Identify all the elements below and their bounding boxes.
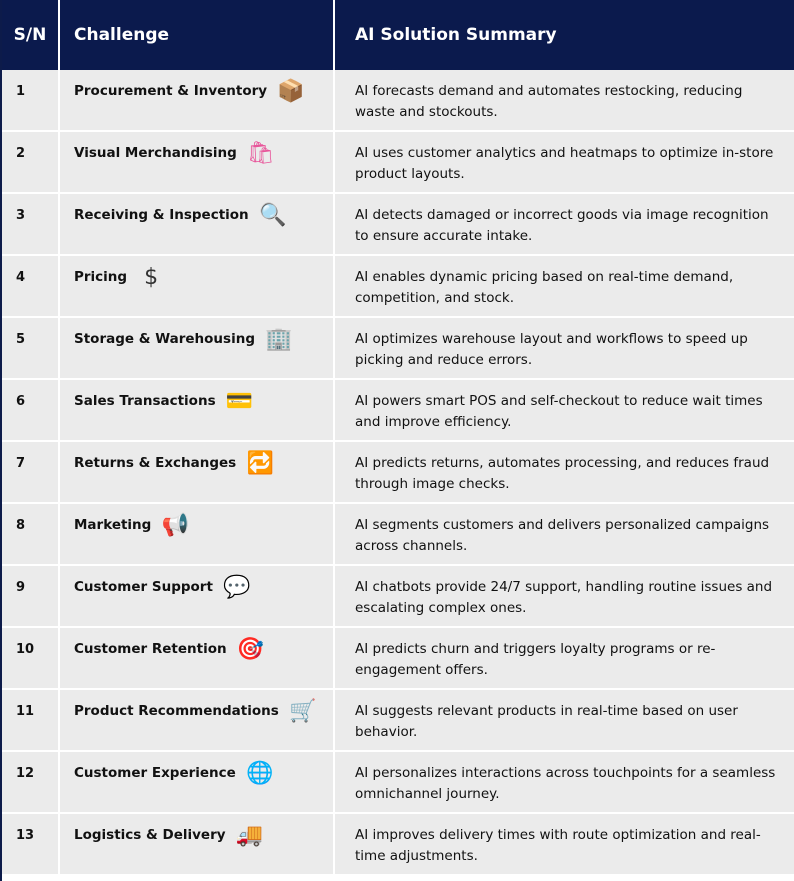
row-challenge [60,752,335,812]
row-solution: AI enables dynamic pricing based on real-time demand, competition, and stock. [355,269,734,306]
challenge-label: Customer Support [74,579,213,595]
row-solution: AI personalizes interactions across touchpoints for a seamless omnichannel journey. [355,765,776,802]
row-challenge [60,256,335,316]
row-challenge [60,318,335,378]
table-body [2,70,794,876]
credit-card-icon: 💳 [225,388,254,414]
row-solution: AI suggests relevant products in real-time based on user behavior. [355,703,738,740]
table-row [2,504,794,566]
row-sn: 3 [2,194,60,254]
table-row [2,132,794,194]
challenge-label: Product Recommendations [74,703,279,719]
table-row [2,566,794,628]
header-challenge: Challenge [60,0,335,70]
table-row [2,752,794,814]
row-solution: AI chatbots provide 24/7 support, handling routine issues and escalating complex ones. [355,579,773,616]
challenge-label: Customer Retention [74,641,227,657]
warehouse-building-icon: 🏢 [265,326,293,352]
table-row [2,442,794,504]
challenge-label: Logistics & Delivery [74,827,226,843]
header-solution: AI Solution Summary [355,25,557,45]
row-challenge [60,442,335,502]
row-challenge [60,380,335,440]
table-row [2,814,794,876]
delivery-truck-icon: 🚚 [235,822,264,848]
row-solution: AI predicts returns, automates processing, and reduces fraud through image checks. [355,455,770,492]
challenge-label: Customer Experience [74,765,236,781]
table-row [2,380,794,442]
row-sn: 5 [2,318,60,378]
challenge-label: Visual Merchandising [74,145,237,161]
challenge-label: Marketing [74,517,152,533]
target-icon: 🎯 [236,636,265,662]
dollar-icon: $ [144,264,159,290]
shopping-cart-icon: 🛒 [289,698,317,724]
row-solution: AI forecasts demand and automates restocking, reducing waste and stockouts. [355,83,743,120]
row-challenge [60,504,335,564]
row-solution: AI detects damaged or incorrect goods via image recognition to ensure accurate intake. [355,207,769,244]
row-sn: 12 [2,752,60,812]
shopping-bags-icon: 🛍 [246,140,275,166]
row-challenge [60,194,335,254]
row-solution: AI predicts churn and triggers loyalty programs or re-engagement offers. [355,641,716,678]
row-challenge [60,690,335,750]
header-sn: S/N [2,0,60,70]
globe-icon: 🌐 [246,760,274,786]
challenge-label: Storage & Warehousing [74,331,255,347]
table-row [2,628,794,690]
row-challenge [60,628,335,688]
table-row [2,256,794,318]
row-solution: AI powers smart POS and self-checkout to reduce wait times and improve efficiency. [355,393,763,430]
challenge-label: Pricing [74,269,128,285]
row-challenge [60,70,335,130]
table-row [2,194,794,256]
speech-bubble-icon: 💬 [223,574,251,600]
row-sn: 7 [2,442,60,502]
megaphone-icon: 📢 [161,512,190,538]
row-sn: 9 [2,566,60,626]
row-solution: AI uses customer analytics and heatmaps to optimize in-store product layouts. [355,145,774,182]
challenge-label: Procurement & Inventory [74,83,268,99]
row-sn: 11 [2,690,60,750]
magnifier-icon: 🔍 [258,202,287,228]
row-sn: 13 [2,814,60,874]
repeat-arrows-icon: 🔁 [246,450,274,476]
challenge-label: Receiving & Inspection [74,207,249,223]
row-sn: 8 [2,504,60,564]
row-sn: 10 [2,628,60,688]
row-sn: 6 [2,380,60,440]
package-icon: 📦 [277,78,305,104]
row-sn: 2 [2,132,60,192]
challenge-label: Returns & Exchanges [74,455,237,471]
row-sn: 1 [2,70,60,130]
row-challenge [60,566,335,626]
row-challenge [60,132,335,192]
row-solution: AI optimizes warehouse layout and workflows to speed up picking and reduce errors. [355,331,748,368]
challenge-label: Sales Transactions [74,393,216,409]
row-solution: AI segments customers and delivers personalized campaigns across channels. [355,517,770,554]
table-row [2,70,794,132]
row-challenge [60,814,335,874]
table-header [2,0,794,70]
row-solution: AI improves delivery times with route optimization and real-time adjustments. [355,827,761,864]
row-sn: 4 [2,256,60,316]
table-row [2,318,794,380]
table-row [2,690,794,752]
